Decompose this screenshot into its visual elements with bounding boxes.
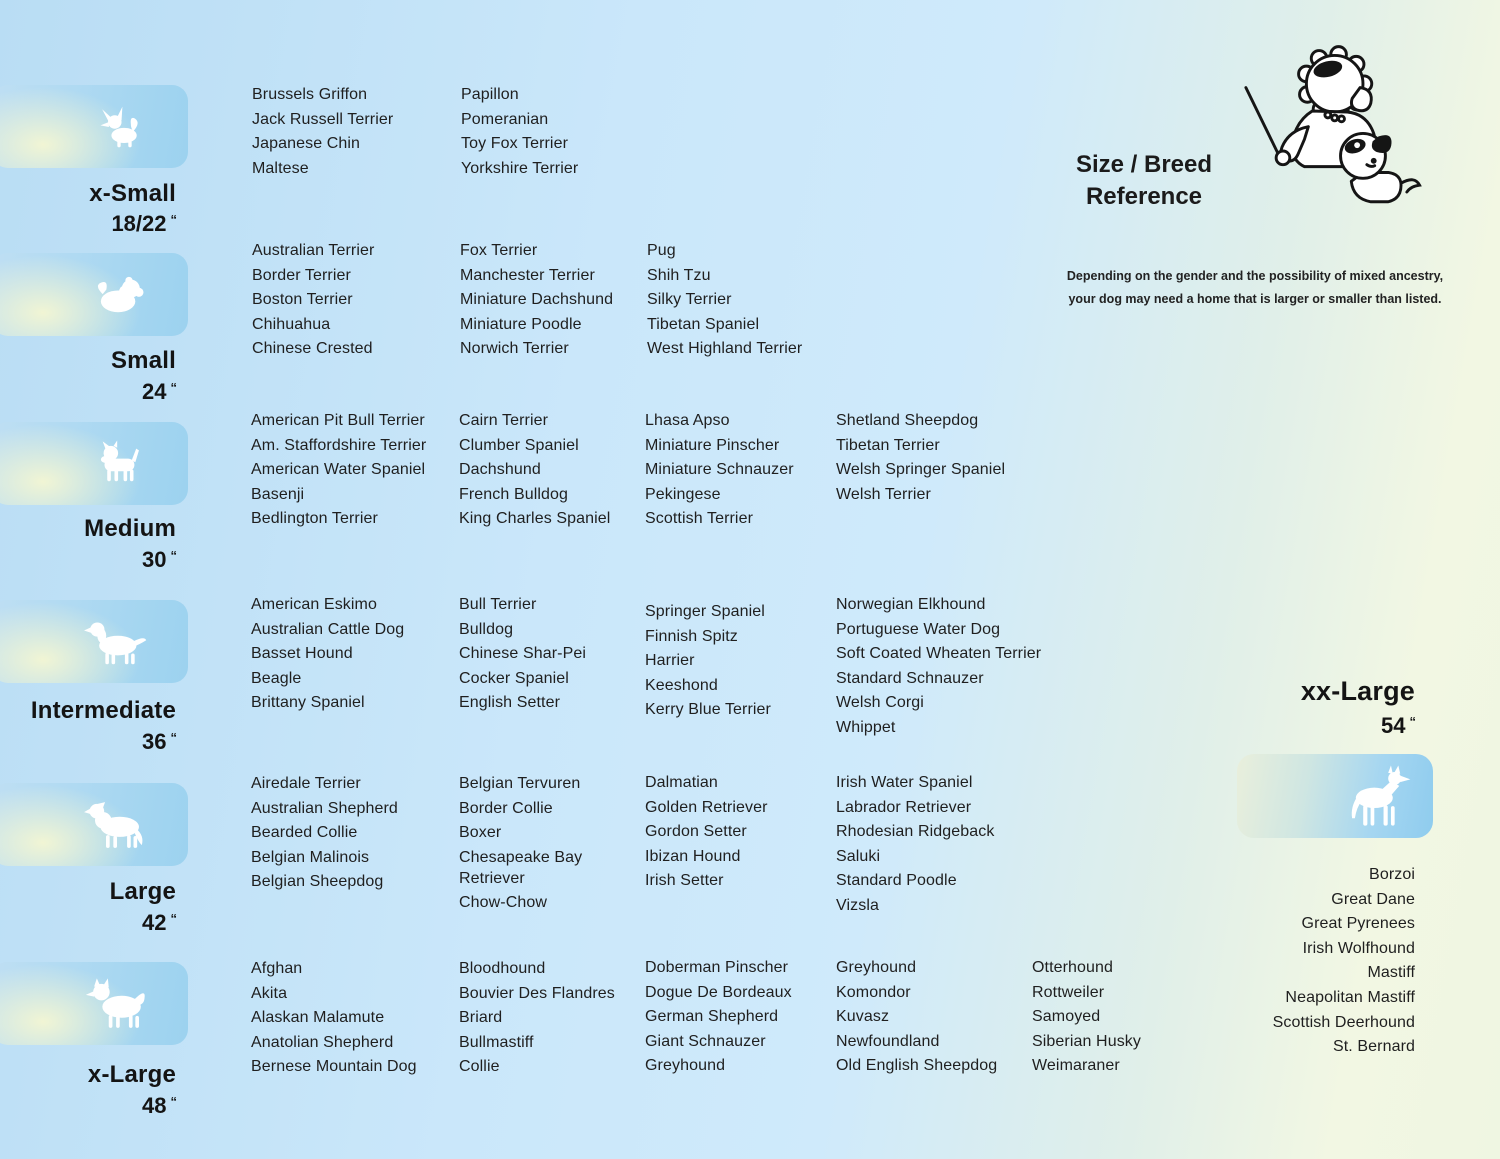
breed-name: Dachshund [459,461,541,479]
breed-name: Afghan [251,960,303,977]
breed-name: Samoyed [1032,1008,1101,1026]
size-box-large [0,783,188,866]
great-dane-dog-icon [1341,765,1415,826]
breed-name: Australian Shepherd [251,799,398,817]
teacher-dog-and-puppy-illustration [1242,36,1442,228]
breed-name: Scottish Terrier [645,510,754,528]
breed-name: Silky Terrier [647,291,732,309]
size-height-xx-large [1215,713,1415,739]
breed-name: American Water Spaniel [251,461,426,479]
breed-name: Newfoundland [836,1032,940,1050]
breed-name: Jack Russell Terrier [252,110,394,128]
breed-name: Pekingese [645,485,721,503]
breed-column [251,773,398,896]
breed-name: Fox Terrier [460,242,538,259]
breed-name: Airedale Terrier [251,775,361,792]
size-box-small [0,253,188,336]
breed-name: Cocker Spaniel [459,669,569,687]
breed-name: Miniature Dachshund [460,291,614,309]
breed-name: Shetland Sheepdog [836,412,979,429]
breed-name: Belgian Sheepdog [251,873,384,891]
breed-name: Basset Hound [251,645,353,663]
breed-name: Miniature Pinscher [645,436,780,454]
breed-name: Cairn Terrier [459,412,549,429]
breed-name: American Pit Bull Terrier [251,412,425,429]
breed-name: Weimaraner [1032,1057,1120,1075]
breed-name: Pomeranian [461,110,549,128]
breed-name: Scottish Deerhound [1272,1013,1415,1031]
disclaimer-text [1030,265,1480,310]
disclaimer-line1: Depending on the gender and the possibility of mixed ancestry, [1066,269,1444,283]
breed-name: Dogue De Bordeaux [645,983,792,1001]
breed-name: Golden Retriever [645,798,768,816]
breed-column [645,772,768,895]
breed-name: Lhasa Apso [645,412,730,429]
breed-name: Portuguese Water Dog [836,620,1001,638]
breed-name: Boxer [459,824,502,842]
size-height-large [0,910,176,936]
breed-name: Bearded Collie [251,824,358,842]
breed-name: Irish Wolfhound [1302,939,1415,957]
breed-name: Kuvasz [836,1008,890,1026]
west-highland-terrier-dog-icon [90,440,148,487]
breed-name: Tibetan Spaniel [647,315,760,333]
breed-column [459,594,586,717]
akita-dog-icon [84,978,150,1029]
size-height-medium [0,547,176,573]
inch-mark: “ [170,730,176,745]
breed-name: Greyhound [836,959,917,976]
breed-name: Clumber Spaniel [459,436,579,454]
page-title-line2: Reference [1085,183,1203,210]
breed-name: Norwich Terrier [460,340,569,358]
breed-name: Soft Coated Wheaten Terrier [836,645,1042,663]
size-label-xx-large: xx-Large [1300,676,1415,706]
breed-name: Neapolitan Mastiff [1285,988,1415,1006]
breed-name: Mastiff [1367,964,1415,982]
breed-name: Border Terrier [252,266,351,284]
height-value: 24 [142,379,167,404]
breed-column [647,240,802,363]
size-label-x-large: x-Large [87,1061,176,1088]
breed-column [459,410,610,533]
breed-name: Chinese Crested [252,340,373,358]
breed-name: Great Pyrenees [1301,915,1415,933]
breed-name: Gordon Setter [645,823,747,841]
size-label-medium: Medium [84,515,176,542]
height-value: 18/22 [111,211,167,236]
breed-name: Bullmastiff [459,1033,534,1051]
breed-name: Rhodesian Ridgeback [836,823,995,841]
breed-name: Bouvier Des Flandres [459,984,615,1002]
breed-name: Welsh Springer Spaniel [836,461,1006,479]
breed-name: Chesapeake Bay Retriever [459,848,583,887]
breed-name: St. Bernard [1332,1038,1415,1056]
breed-column [252,84,393,182]
breed-name: Whippet [836,718,896,736]
height-value: 30 [142,547,167,572]
breed-name: Bernese Mountain Dog [251,1058,417,1076]
inch-mark: “ [170,380,176,395]
size-box-medium [0,422,188,505]
breed-name: Siberian Husky [1032,1032,1142,1050]
breed-name: Dalmatian [645,774,718,791]
breed-name: French Bulldog [459,485,569,503]
breed-name: Old English Sheepdog [836,1057,998,1075]
inch-mark: “ [170,548,176,563]
size-label-x-small: x-Small [89,180,176,207]
breed-name: Bloodhound [459,960,546,977]
inch-mark: “ [1409,714,1415,729]
breed-name: Beagle [251,669,302,687]
breed-name: Brittany Spaniel [251,694,365,712]
inch-mark: “ [170,1094,176,1109]
breed-name: Irish Setter [645,872,724,890]
breed-column [645,410,794,533]
breed-name: German Shepherd [645,1008,779,1026]
breed-name: American Eskimo [251,596,377,613]
breed-column [836,957,997,1080]
inch-mark: “ [170,212,176,227]
breed-name: English Setter [459,694,561,712]
size-box-x-small [0,85,188,168]
breed-name: Bull Terrier [459,596,537,613]
breed-name: Vizsla [836,896,879,914]
breed-column [251,594,404,717]
breed-name: Yorkshire Terrier [461,159,579,177]
breed-column [251,958,417,1081]
breed-name: Greyhound [645,1057,726,1075]
size-height-intermediate [0,729,176,755]
breed-column [461,84,578,182]
breed-name: Kerry Blue Terrier [645,701,771,719]
disclaimer-line2: your dog may need a home that is larger or smaller than listed. [1068,291,1442,306]
breed-name: Toy Fox Terrier [461,135,569,153]
breed-name: Bedlington Terrier [251,510,378,528]
breed-column [836,594,1041,742]
breed-column [836,772,994,920]
breed-name: Great Dane [1331,890,1415,908]
breed-name: Welsh Terrier [836,485,931,503]
breed-name: Keeshond [645,676,718,694]
size-label-intermediate: Intermediate [30,697,176,724]
breed-name: Miniature Schnauzer [645,461,794,479]
breed-column [251,410,426,533]
breed-name: Papillon [461,86,519,103]
breed-name: Boston Terrier [252,291,353,309]
shih-tzu-dog-icon [90,274,148,316]
breed-name: Bulldog [459,620,514,638]
breed-name: Anatolian Shepherd [251,1033,394,1051]
breed-column [252,240,374,363]
breed-name: Rottweiler [1032,983,1105,1001]
breed-name: Pug [647,242,676,259]
size-height-x-small [0,211,176,237]
breed-name: Giant Schnauzer [645,1032,766,1050]
breed-column [459,773,631,917]
breed-column [460,240,613,363]
breed-name: Shih Tzu [647,266,711,284]
size-height-x-large [0,1093,176,1119]
breed-name: Alaskan Malamute [251,1009,385,1027]
breed-name: Australian Terrier [252,242,375,259]
breed-column [645,601,771,724]
height-value: 36 [142,729,167,754]
breed-name: Otterhound [1032,959,1114,976]
height-value: 48 [142,1093,167,1118]
size-box-x-large [0,962,188,1045]
page-title-line1: Size / Breed [1075,151,1213,178]
breed-name: Labrador Retriever [836,798,972,816]
breed-name: West Highland Terrier [647,340,803,358]
breed-name: Maltese [252,159,309,177]
breed-name: Standard Poodle [836,872,957,890]
breed-name: Finnish Spitz [645,627,738,645]
breed-name: Komondor [836,983,911,1001]
height-value: 54 [1381,713,1406,738]
breed-column [1037,864,1415,1061]
size-height-small [0,379,176,405]
breed-name: Standard Schnauzer [836,669,984,687]
breed-name: Japanese Chin [252,135,361,153]
breed-name: Norwegian Elkhound [836,596,986,613]
breed-name: Belgian Tervuren [459,775,581,792]
breed-name: Miniature Poodle [460,315,582,333]
breed-name: Chinese Shar-Pei [459,645,586,663]
breed-name: Irish Water Spaniel [836,774,973,791]
breed-name: Saluki [836,847,881,865]
breed-column [836,410,1005,508]
breed-name: Springer Spaniel [645,603,765,620]
breed-name: Chow-Chow [459,894,548,912]
size-label-large: Large [109,878,176,905]
breed-name: Akita [251,984,288,1002]
breed-name: Borzoi [1369,866,1415,883]
breed-column [459,958,615,1081]
papillon-dog-icon [92,105,146,147]
breed-name: Collie [459,1058,500,1076]
breed-name: Ibizan Hound [645,847,741,865]
size-label-small: Small [110,347,176,374]
size-box-intermediate [0,600,188,683]
breed-name: Belgian Malinois [251,848,370,866]
breed-name: Welsh Corgi [836,694,924,712]
size-box-xx-large [1237,754,1433,838]
breed-name: King Charles Spaniel [459,510,611,528]
height-value: 42 [142,910,167,935]
breed-name: Am. Staffordshire Terrier [251,436,427,454]
breed-name: Harrier [645,652,695,670]
breed-name: Australian Cattle Dog [251,620,405,638]
breed-column [645,957,792,1080]
page-title [1056,149,1232,213]
inch-mark: “ [170,911,176,926]
spaniel-dog-icon [84,618,148,666]
breed-name: Chihuahua [252,315,331,333]
breed-name: Brussels Griffon [252,86,368,103]
breed-name: Basenji [251,485,305,503]
breed-name: Border Collie [459,799,553,817]
breed-name: Manchester Terrier [460,266,595,284]
breed-name: Tibetan Terrier [836,436,940,454]
australian-shepherd-dog-icon [84,799,150,850]
breed-name: Briard [459,1009,503,1027]
breed-name: Doberman Pinscher [645,959,789,976]
